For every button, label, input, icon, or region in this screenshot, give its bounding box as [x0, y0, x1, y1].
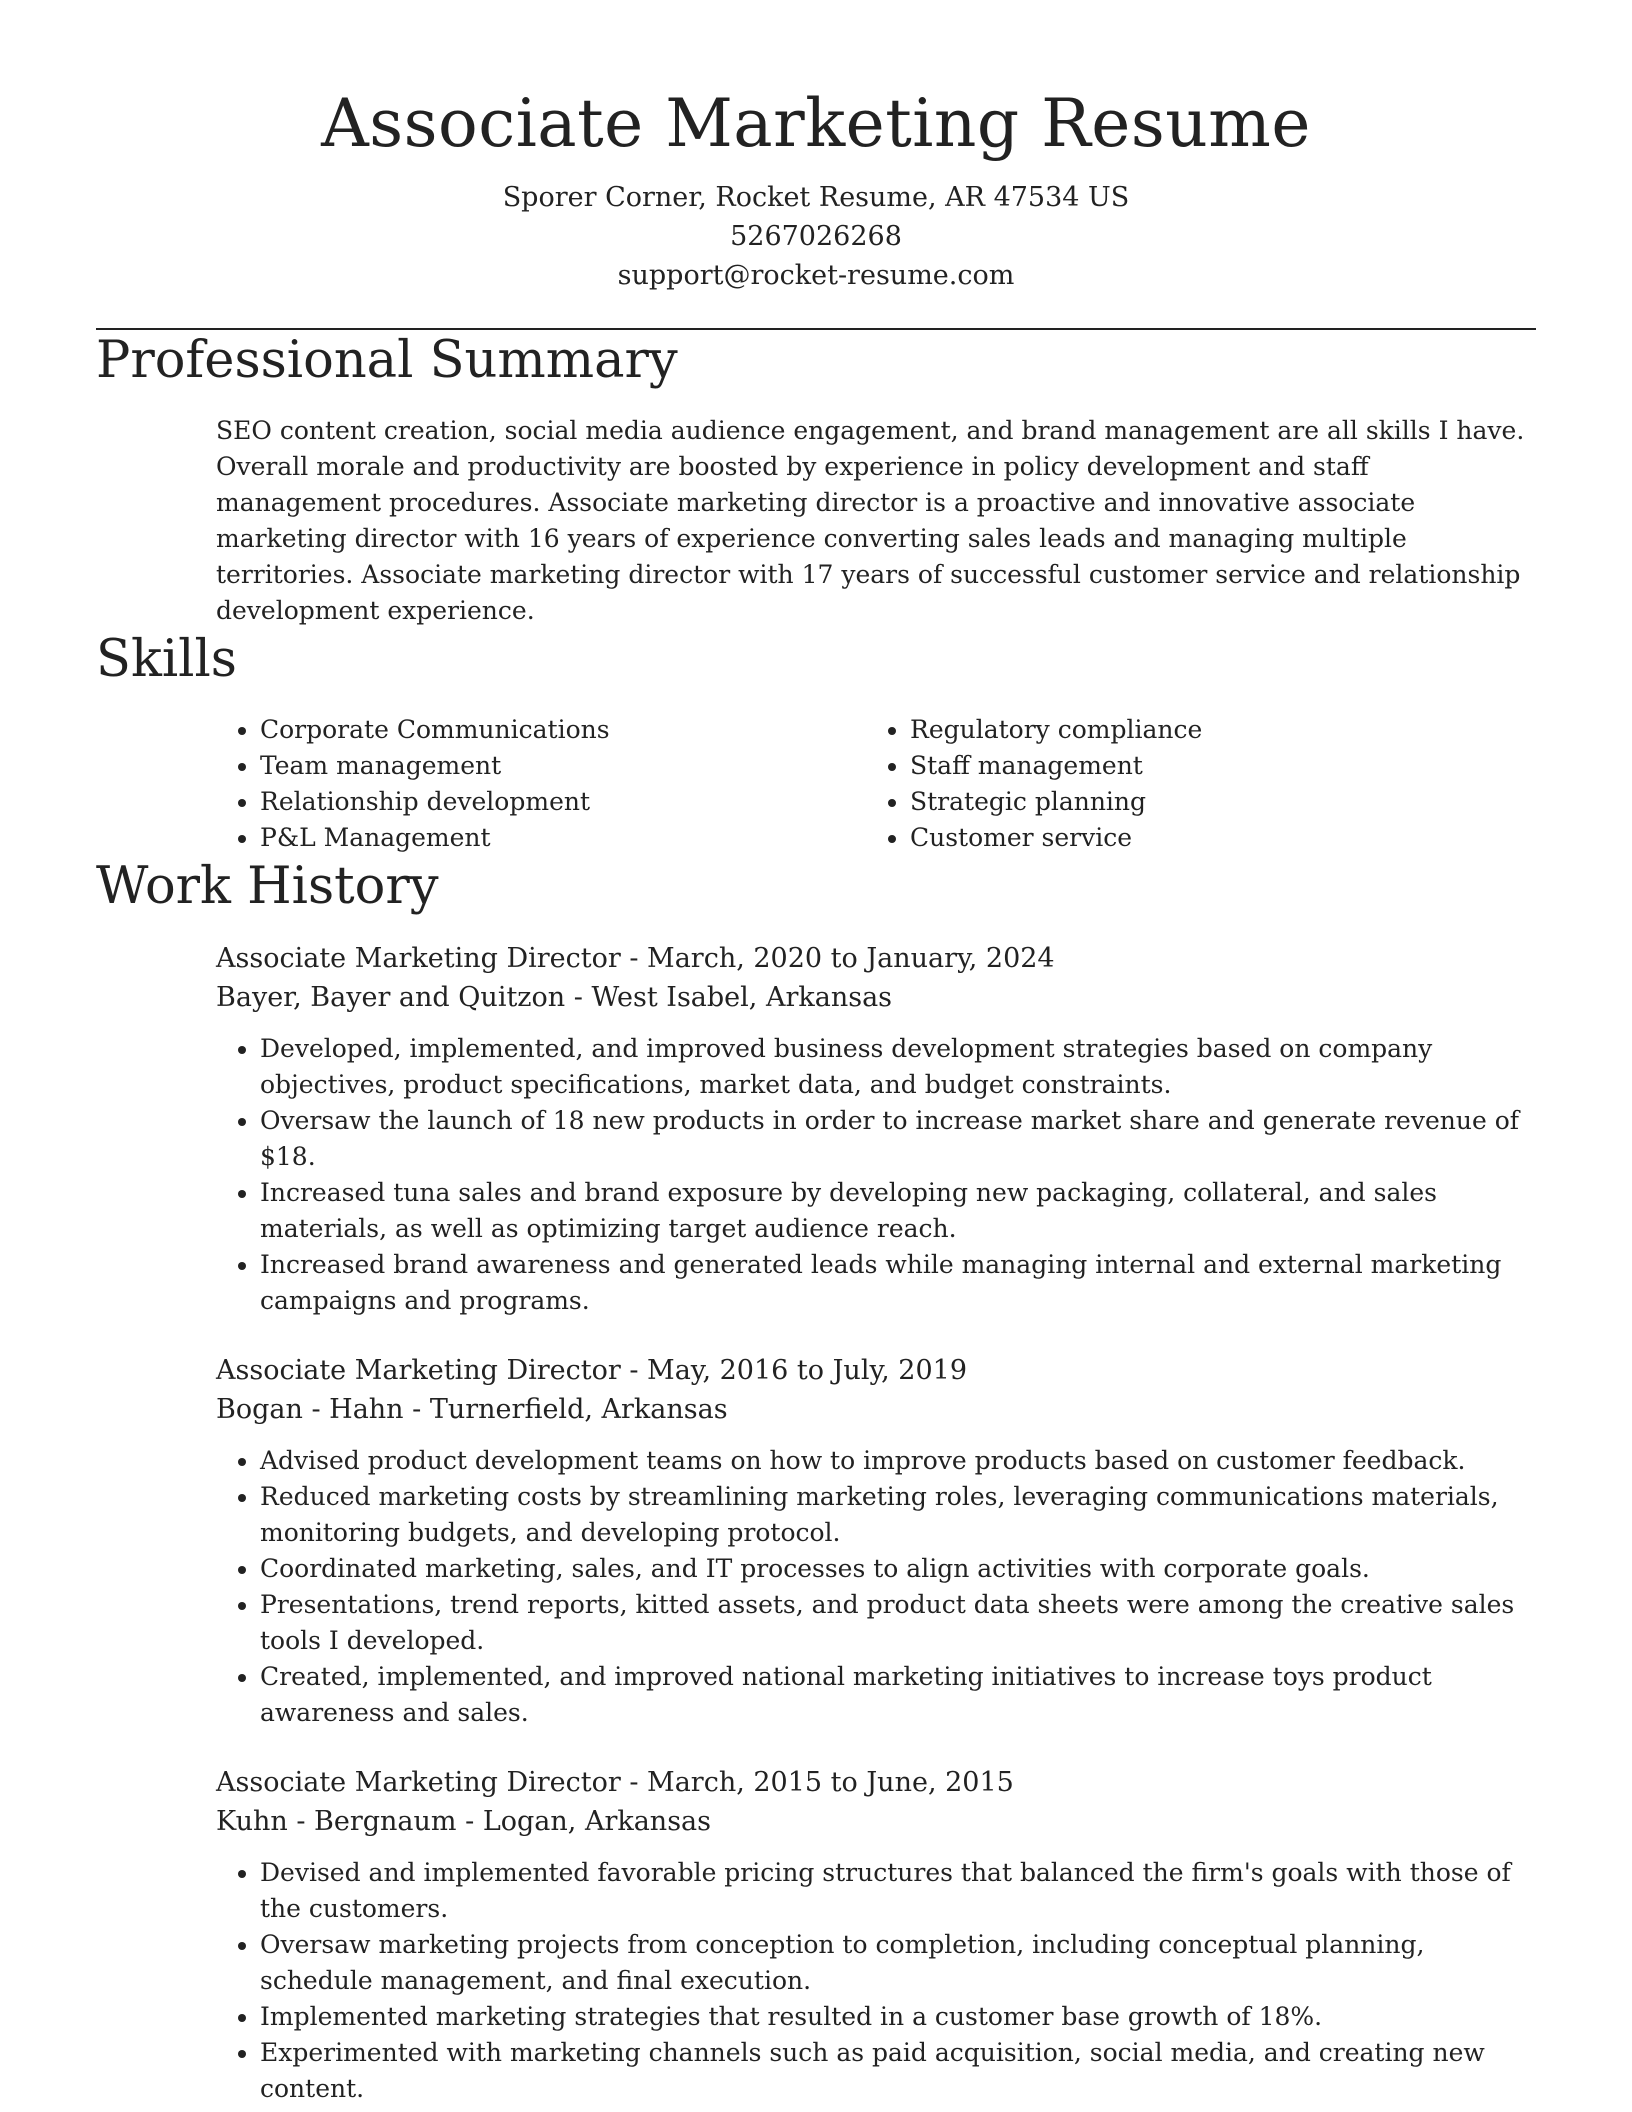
job-bullet: • Coordinated marketing, sales, and IT processes to align activities with corporate goals. [260, 1551, 1536, 1587]
job-company: Kuhn - Bergnaum [216, 1806, 457, 1838]
job-role: Associate Marketing Director [216, 1767, 621, 1799]
job-bullet: • Created, implemented, and improved national marketing initiatives to increase toys product awareness and sales. [260, 1659, 1536, 1731]
job-dates: - March, 2015 to June, 2015 [620, 1767, 1014, 1799]
skill-item: • Team management [260, 748, 866, 784]
job-bullet: • Implemented marketing strategies that resulted in a customer base growth of 18%. [260, 1999, 1536, 2035]
job-bullets [216, 1855, 1536, 2107]
skill-item: • Strategic planning [910, 784, 1202, 820]
job-bullet: • Increased brand awareness and generated leads while managing internal and external marketing campaigns and programs. [260, 1247, 1536, 1319]
contact-block [96, 178, 1536, 295]
job-entry [216, 1763, 1536, 2107]
job-bullet: • Reduced marketing costs by streamlining marketing roles, leveraging communications materials, monitoring budgets, and developing protocol. [260, 1479, 1536, 1551]
job-entry [216, 1351, 1536, 1731]
job-entry [216, 939, 1536, 1319]
skill-item: • Staff management [910, 748, 1202, 784]
skills-column-left [216, 712, 866, 856]
work-history-heading: Work History [96, 857, 439, 917]
job-company-line [216, 1390, 1536, 1429]
job-role: Associate Marketing Director [216, 1355, 621, 1387]
contact-email: support@rocket-resume.com [617, 259, 1015, 291]
job-bullet: • Increased tuna sales and brand exposure by developing new packaging, collateral, and sales materials, as well as optimizing target audience reach. [260, 1175, 1536, 1247]
contact-address: Sporer Corner, Rocket Resume, AR 47534 US [502, 181, 1130, 213]
job-bullets [216, 1031, 1536, 1319]
skill-item: • Relationship development [260, 784, 866, 820]
job-bullet: • Presentations, trend reports, kitted assets, and product data sheets were among the creative sales tools I developed. [260, 1587, 1536, 1659]
job-bullet: • Experimented with marketing channels such as paid acquisition, social media, and creating new content. [260, 2035, 1536, 2107]
job-title-line [216, 1763, 1536, 1802]
job-bullet: • Devised and implemented favorable pricing structures that balanced the firm's goals with those of the customers. [260, 1855, 1536, 1927]
skill-item: • P&L Management [260, 820, 866, 856]
job-company-line [216, 1802, 1536, 1841]
skills-heading: Skills [96, 630, 237, 690]
skills-column-right [866, 712, 1202, 856]
skill-item: • Corporate Communications [260, 712, 866, 748]
job-dates: - May, 2016 to July, 2019 [620, 1355, 968, 1387]
job-company-line [216, 978, 1536, 1017]
skills-list [216, 712, 1536, 856]
job-company: Bogan - Hahn [216, 1394, 404, 1426]
job-location: - Turnerfield, Arkansas [403, 1394, 728, 1426]
contact-phone: 5267026268 [730, 220, 902, 252]
summary-text: SEO content creation, social media audience engagement, and brand management are all skills I have. Overall morale and productivity are boosted by experience in policy development and staff management procedures. Associate marketing director is a proactive and innovative associate marketing director with 16 years of experience converting sales leads and managing multiple territories. Associate marketing director with 17 years of successful customer service and relationship development experience. [216, 416, 1525, 626]
job-dates: - March, 2020 to January, 2024 [620, 943, 1055, 975]
resume-header [96, 0, 1536, 295]
job-location: - Logan, Arkansas [456, 1806, 712, 1838]
job-company: Bayer, Bayer and Quitzon [216, 982, 566, 1014]
job-title-line [216, 939, 1536, 978]
job-title-line [216, 1351, 1536, 1390]
job-bullet: • Oversaw marketing projects from conception to completion, including conceptual planning, schedule management, and final execution. [260, 1927, 1536, 1999]
job-bullets [216, 1443, 1536, 1731]
job-location: - West Isabel, Arkansas [565, 982, 893, 1014]
job-role: Associate Marketing Director [216, 943, 621, 975]
skill-item: • Regulatory compliance [910, 712, 1202, 748]
resume-title: Associate Marketing Resume [321, 85, 1311, 162]
job-bullet: • Advised product development teams on how to improve products based on customer feedback. [260, 1443, 1536, 1479]
skill-item: • Customer service [910, 820, 1202, 856]
job-bullet: • Oversaw the launch of 18 new products in order to increase market share and generate revenue of $18. [260, 1103, 1536, 1175]
summary-heading: Professional Summary [96, 330, 678, 390]
job-bullet: • Developed, implemented, and improved business development strategies based on company objectives, product specifications, market data, and budget constraints. [260, 1031, 1536, 1103]
